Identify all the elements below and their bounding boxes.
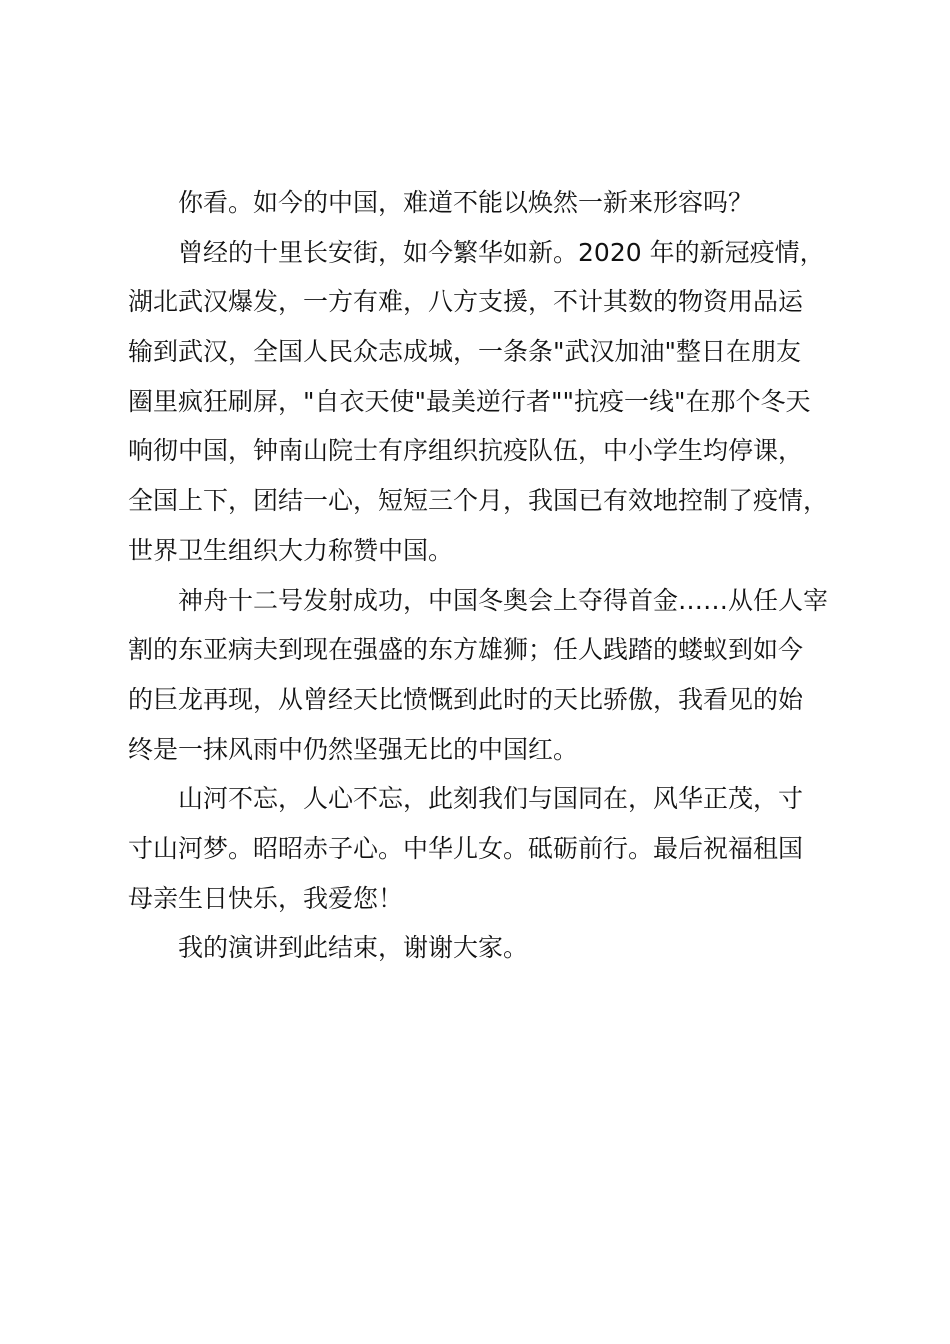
- text-line: 割的东亚病夫到现在强盛的东方雄狮；任人践踏的蝼蚁到如今: [128, 635, 804, 665]
- text-line: 山河不忘，人心不忘，此刻我们与国同在，风华正茂，寸: [178, 784, 804, 814]
- text-line: 终是一抹风雨中仍然坚强无比的中国红。: [128, 734, 579, 764]
- text-line: 的巨龙再现，从曾经天比愤慨到此时的天比骄傲，我看见的始: [128, 684, 804, 714]
- text-line: 寸山河梦。昭昭赤子心。中华儿女。砥砺前行。最后祝福租国: [128, 833, 804, 863]
- paragraph-1: [128, 178, 868, 228]
- paragraph-3: [128, 576, 868, 775]
- text-line: 输到武汉，全国人民众志成城，一条条"武汉加油"整日在朋友: [128, 337, 802, 367]
- text-line: 曾经的十里长安街，如今繁华如新。2020 年的新冠疫情，: [178, 237, 825, 267]
- text-line: 我的演讲到此结束，谢谢大家。: [178, 933, 529, 963]
- text-line: 你看。如今的中国，难道不能以焕然一新来形容吗？: [178, 188, 754, 217]
- speech-body: [128, 178, 868, 973]
- text-line: 神舟十二号发射成功，中国冬奥会上夺得首金……从任人宰: [178, 585, 829, 615]
- text-line: 母亲生日快乐，我爱您！: [128, 883, 404, 913]
- paragraph-5: [128, 923, 868, 973]
- paragraph-4: [128, 774, 868, 923]
- text-line: 圈里疯狂刷屏，"自衣天使"最美逆行者""抗疫一线"在那个冬天: [128, 386, 811, 416]
- text-line: 世界卫生组织大力称赞中国。: [128, 535, 454, 565]
- text-line: 湖北武汉爆发，一方有难，八方支援，不计其数的物资用品运: [128, 287, 804, 317]
- paragraph-2: [128, 228, 868, 576]
- text-line: 全国上下，团结一心，短短三个月，我国已有效地控制了疫情，: [128, 486, 829, 516]
- text-line: 响彻中国，钟南山院士有序组织抗疫队伍，中小学生均停课，: [128, 436, 804, 466]
